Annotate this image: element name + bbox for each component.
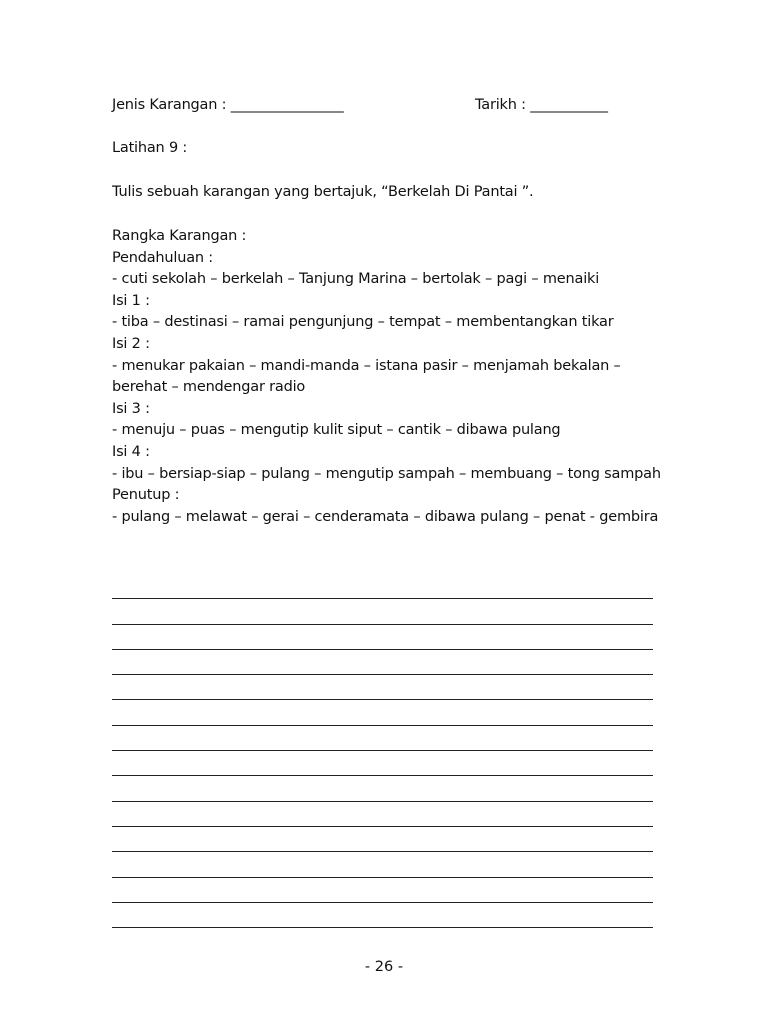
writing-line[interactable]: [112, 675, 653, 700]
outline-line: Isi 1 :: [112, 292, 150, 309]
tarikh-field: Tarikh : ___________: [475, 97, 608, 113]
outline-line: - menukar pakaian – mandi-manda – istana pasir – menjamah bekalan –: [112, 357, 621, 374]
outline-line: - ibu – bersiap-siap – pulang – mengutip sampah – membuang – tong sampah: [112, 465, 661, 482]
outline-line: Pendahuluan :: [112, 249, 213, 266]
essay-outline: [112, 226, 672, 528]
outline-line: Rangka Karangan :: [112, 228, 247, 244]
outline-line: Isi 4 :: [112, 443, 150, 460]
outline-line: - tiba – destinasi – ramai pengunjung – tempat – membentangkan tikar: [112, 314, 614, 331]
exercise-title: Latihan 9 :: [112, 140, 188, 156]
writing-line[interactable]: [112, 903, 653, 928]
writing-line[interactable]: [112, 852, 653, 877]
writing-line[interactable]: [112, 827, 653, 852]
writing-line[interactable]: [112, 751, 653, 776]
page-number: - 26 -: [364, 959, 404, 975]
writing-line[interactable]: [112, 802, 653, 827]
writing-line[interactable]: [112, 878, 653, 903]
outline-line: - pulang – melawat – gerai – cenderamata – dibawa pulang – penat - gembira: [112, 508, 659, 525]
outline-line: Penutup :: [112, 487, 180, 504]
writing-line[interactable]: [112, 599, 653, 624]
instruction-text: Tulis sebuah karangan yang bertajuk, “Berkelah Di Pantai ”.: [112, 184, 534, 200]
writing-line[interactable]: [112, 700, 653, 725]
writing-line[interactable]: [112, 776, 653, 801]
outline-line: Isi 2 :: [112, 335, 150, 352]
outline-line: Isi 3 :: [112, 400, 150, 417]
outline-line: berehat – mendengar radio: [112, 379, 306, 396]
jenis-karangan-field: Jenis Karangan : ________________: [112, 97, 344, 113]
writing-line[interactable]: [112, 625, 653, 650]
writing-line[interactable]: [112, 726, 653, 751]
writing-line[interactable]: [112, 574, 653, 599]
writing-lines-area[interactable]: [112, 574, 653, 928]
writing-line[interactable]: [112, 650, 653, 675]
outline-line: - cuti sekolah – berkelah – Tanjung Marina – bertolak – pagi – menaiki: [112, 271, 600, 288]
outline-line: - menuju – puas – mengutip kulit siput – cantik – dibawa pulang: [112, 422, 561, 439]
